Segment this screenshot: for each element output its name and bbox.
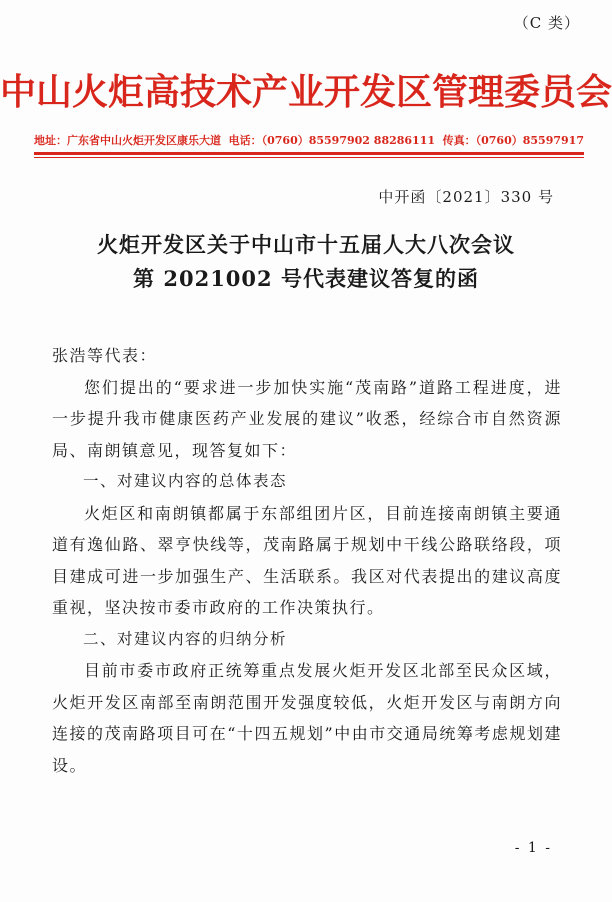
intro-paragraph: 您们提出的“要求进一步加快实施“茂南路”道路工程进度，进一步提升我市健康医药产业发展的建议”收悉，经综合市自然资源局、南朗镇意见，现答复如下： [52, 377, 562, 460]
salutation: 张浩等代表： [52, 346, 158, 365]
document-title-line-2: 第 2021002 号代表建议答复的函 [133, 266, 479, 291]
document-number: 中开函〔2021〕330 号 [378, 188, 554, 206]
masthead-address: 地址：广东省中山火炬开发区康乐大道 [34, 134, 221, 147]
document-body [52, 340, 562, 781]
masthead-divider-thin [34, 157, 584, 158]
section-heading-1: 一、对建议内容的总体表态 [83, 472, 288, 490]
page-number: - 1 - [514, 840, 552, 856]
document-title [0, 228, 612, 296]
section-heading-2: 二、对建议内容的归纳分析 [83, 629, 288, 648]
masthead-fax: 传真：（0760）85597917 [442, 134, 584, 147]
masthead-title: 中山火炬高技术产业开发区管理委员会 [0, 71, 612, 113]
masthead-divider-thick [34, 152, 584, 155]
document-title-line-1: 火炬开发区关于中山市十五届人大八次会议 [97, 232, 515, 257]
masthead-phone: 电话：（0760）85597902 88286111 [228, 134, 436, 147]
section-1-paragraph: 火炬区和南朗镇都属于东部组团片区，目前连接南朗镇主要通道有逸仙路、翠亨快线等，茂南路属于规划中干线公路联络段，项目建成可进一步加强生产、生活联系。我区对代表提出的建议高度重视，坚决按市委市政府的工作决策执行。 [52, 503, 562, 617]
classification-label: （C 类） [513, 14, 580, 32]
section-2-paragraph: 目前市委市政府正统筹重点发展火炬开发区北部至民众区域，火炬开发区南部至南朗范围开发强度较低，火炬开发区与南朗方向连接的茂南路项目可在“十四五规划”中由市交通局统筹考虑规划建设。 [52, 661, 562, 775]
masthead-contact-line [34, 132, 584, 148]
